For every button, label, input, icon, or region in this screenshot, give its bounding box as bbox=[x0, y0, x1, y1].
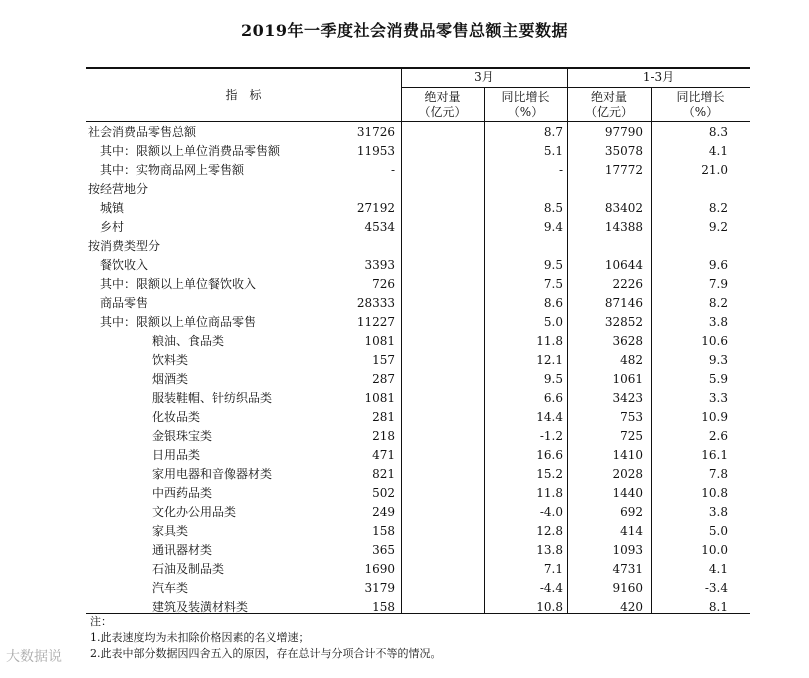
cell-m-abs: 287 bbox=[372, 372, 395, 386]
row-label: 汽车类 bbox=[152, 581, 189, 595]
cell-m-yoy: 8.5 bbox=[543, 201, 563, 215]
cell-q-yoy: 10.8 bbox=[701, 486, 728, 500]
table-top-rule bbox=[86, 67, 750, 69]
cell-m-yoy: 8.6 bbox=[543, 296, 563, 310]
cell-q-yoy: 9.2 bbox=[708, 220, 728, 234]
cell-m-yoy: 11.8 bbox=[536, 334, 563, 348]
header-march-yoy: 同比增长 （%） bbox=[501, 90, 550, 119]
row-label: 文化办公用品类 bbox=[152, 505, 237, 519]
cell-q-abs: 4731 bbox=[612, 562, 643, 576]
cell-m-abs: 31726 bbox=[356, 125, 395, 139]
cell-m-abs: 1081 bbox=[364, 391, 395, 405]
row-label: 按经营地分 bbox=[88, 182, 149, 196]
cell-q-yoy: 5.0 bbox=[708, 524, 728, 538]
cell-m-abs: 502 bbox=[372, 486, 395, 500]
cell-m-abs: 158 bbox=[372, 524, 395, 538]
row-label: 服装鞋帽、针纺织品类 bbox=[152, 391, 273, 405]
row-label: 按消费类型分 bbox=[88, 239, 161, 253]
cell-q-abs: 97790 bbox=[604, 125, 643, 139]
row-label: 家用电器和音像器材类 bbox=[152, 467, 273, 481]
cell-q-yoy: 2.6 bbox=[708, 429, 728, 443]
cell-q-abs: 482 bbox=[620, 353, 643, 367]
cell-q-abs: 2226 bbox=[612, 277, 643, 291]
cell-q-yoy: 5.9 bbox=[708, 372, 728, 386]
watermark-logo: 大数据说 bbox=[6, 649, 62, 665]
cell-m-yoy: 7.1 bbox=[543, 562, 563, 576]
row-label: 乡村 bbox=[100, 220, 125, 234]
cell-q-abs: 14388 bbox=[604, 220, 643, 234]
page-title: 2019年一季度社会消费品零售总额主要数据 bbox=[240, 21, 569, 40]
cell-q-abs: 725 bbox=[620, 429, 643, 443]
cell-q-abs: 87146 bbox=[604, 296, 643, 310]
cell-q-yoy: 8.3 bbox=[708, 125, 728, 139]
cell-m-abs: 3393 bbox=[364, 258, 395, 272]
cell-m-abs: 28333 bbox=[356, 296, 395, 310]
cell-m-yoy: 9.4 bbox=[543, 220, 563, 234]
cell-m-abs: - bbox=[390, 163, 395, 177]
cell-q-abs: 32852 bbox=[604, 315, 643, 329]
row-label: 其中：实物商品网上零售额 bbox=[100, 163, 245, 177]
cell-q-yoy: 21.0 bbox=[701, 163, 728, 177]
group-header-march: 3月 bbox=[474, 70, 494, 84]
header-march-abs: 绝对量 （亿元） bbox=[418, 90, 467, 119]
cell-m-abs: 249 bbox=[372, 505, 395, 519]
cell-m-abs: 1690 bbox=[364, 562, 395, 576]
cell-m-yoy: 8.7 bbox=[543, 125, 563, 139]
cell-m-yoy: 16.6 bbox=[536, 448, 563, 462]
row-label: 通讯器材类 bbox=[152, 543, 213, 557]
cell-q-abs: 10644 bbox=[604, 258, 643, 272]
cell-m-abs: 3179 bbox=[364, 581, 395, 595]
cell-q-abs: 17772 bbox=[604, 163, 643, 177]
cell-q-yoy: 8.2 bbox=[708, 296, 728, 310]
cell-m-yoy: 9.5 bbox=[543, 372, 563, 386]
row-label: 石油及制品类 bbox=[152, 562, 225, 576]
row-label: 其中：限额以上单位消费品零售额 bbox=[100, 144, 281, 158]
row-label: 烟酒类 bbox=[152, 372, 189, 386]
cell-q-yoy: 8.1 bbox=[708, 600, 728, 614]
cell-m-yoy: -4.4 bbox=[539, 581, 563, 595]
note-2: 2.此表中部分数据因四舍五入的原因，存在总计与分项合计不等的情况。 bbox=[90, 647, 442, 660]
row-label: 家具类 bbox=[152, 524, 189, 538]
row-label: 金银珠宝类 bbox=[152, 429, 213, 443]
row-label: 化妆品类 bbox=[152, 410, 201, 424]
cell-q-abs: 1440 bbox=[612, 486, 643, 500]
cell-m-yoy: 14.4 bbox=[536, 410, 563, 424]
cell-m-yoy: 13.8 bbox=[536, 543, 563, 557]
cell-q-yoy: 10.0 bbox=[701, 543, 728, 557]
cell-m-abs: 158 bbox=[372, 600, 395, 614]
cell-m-yoy: 15.2 bbox=[536, 467, 563, 481]
row-label: 餐饮收入 bbox=[100, 258, 149, 272]
row-label: 社会消费品零售总额 bbox=[88, 125, 197, 139]
cell-q-yoy: 7.8 bbox=[708, 467, 728, 481]
cell-q-yoy: -3.4 bbox=[704, 581, 728, 595]
cell-m-yoy: 10.8 bbox=[536, 600, 563, 614]
cell-q-yoy: 3.8 bbox=[708, 315, 728, 329]
cell-m-yoy: 9.5 bbox=[543, 258, 563, 272]
row-label: 饮料类 bbox=[152, 353, 189, 367]
cell-q-yoy: 8.2 bbox=[708, 201, 728, 215]
cell-m-abs: 157 bbox=[372, 353, 395, 367]
row-label: 建筑及装潢材料类 bbox=[152, 600, 249, 614]
cell-m-yoy: 5.0 bbox=[543, 315, 563, 329]
cell-m-abs: 11227 bbox=[356, 315, 395, 329]
cell-m-abs: 11953 bbox=[356, 144, 395, 158]
row-label: 日用品类 bbox=[152, 448, 201, 462]
row-label: 其中：限额以上单位商品零售 bbox=[100, 315, 257, 329]
cell-q-yoy: 9.6 bbox=[708, 258, 728, 272]
row-label: 商品零售 bbox=[100, 296, 149, 310]
cell-q-yoy: 16.1 bbox=[701, 448, 728, 462]
cell-q-abs: 1410 bbox=[612, 448, 643, 462]
indicator-header: 指 标 bbox=[225, 88, 262, 102]
cell-m-abs: 4534 bbox=[364, 220, 395, 234]
cell-m-abs: 218 bbox=[372, 429, 395, 443]
cell-m-yoy: -1.2 bbox=[539, 429, 563, 443]
cell-m-abs: 365 bbox=[372, 543, 395, 557]
cell-q-yoy: 3.3 bbox=[708, 391, 728, 405]
cell-q-abs: 414 bbox=[620, 524, 643, 538]
cell-m-abs: 726 bbox=[372, 277, 395, 291]
cell-m-yoy: 5.1 bbox=[543, 144, 563, 158]
cell-q-yoy: 4.1 bbox=[708, 562, 728, 576]
cell-m-yoy: 12.1 bbox=[536, 353, 563, 367]
cell-q-abs: 2028 bbox=[612, 467, 643, 481]
cell-m-abs: 1081 bbox=[364, 334, 395, 348]
cell-q-abs: 1093 bbox=[612, 543, 643, 557]
cell-m-yoy: 6.6 bbox=[543, 391, 563, 405]
cell-m-abs: 281 bbox=[372, 410, 395, 424]
cell-m-yoy: - bbox=[558, 163, 563, 177]
row-label: 其中：限额以上单位餐饮收入 bbox=[100, 277, 257, 291]
cell-m-abs: 27192 bbox=[356, 201, 395, 215]
notes bbox=[90, 614, 442, 662]
cell-q-abs: 9160 bbox=[612, 581, 643, 595]
group-subheader-rule bbox=[401, 87, 750, 88]
row-label: 中西药品类 bbox=[152, 486, 213, 500]
cell-q-yoy: 3.8 bbox=[708, 505, 728, 519]
cell-q-yoy: 9.3 bbox=[708, 353, 728, 367]
cell-m-abs: 471 bbox=[372, 448, 395, 462]
header-q1-yoy: 同比增长 （%） bbox=[676, 90, 725, 119]
cell-q-abs: 83402 bbox=[604, 201, 643, 215]
cell-q-yoy: 10.6 bbox=[701, 334, 728, 348]
cell-q-yoy: 4.1 bbox=[708, 144, 728, 158]
note-1: 1.此表速度均为未扣除价格因素的名义增速； bbox=[90, 631, 310, 644]
cell-q-yoy: 7.9 bbox=[708, 277, 728, 291]
header-q1-abs: 绝对量 （亿元） bbox=[584, 90, 633, 119]
cell-q-abs: 3628 bbox=[612, 334, 643, 348]
notes-heading: 注： bbox=[90, 615, 112, 628]
row-label: 城镇 bbox=[100, 201, 125, 215]
row-label: 粮油、食品类 bbox=[152, 334, 225, 348]
cell-q-abs: 1061 bbox=[612, 372, 643, 386]
cell-m-abs: 821 bbox=[372, 467, 395, 481]
cell-q-abs: 753 bbox=[620, 410, 643, 424]
cell-m-yoy: 7.5 bbox=[543, 277, 563, 291]
cell-m-yoy: -4.0 bbox=[539, 505, 563, 519]
cell-q-abs: 692 bbox=[620, 505, 643, 519]
cell-q-abs: 35078 bbox=[604, 144, 643, 158]
cell-m-yoy: 12.8 bbox=[536, 524, 563, 538]
cell-q-abs: 420 bbox=[620, 600, 643, 614]
cell-q-yoy: 10.9 bbox=[701, 410, 728, 424]
group-divider-left bbox=[401, 68, 402, 613]
cell-m-yoy: 11.8 bbox=[536, 486, 563, 500]
cell-q-abs: 3423 bbox=[612, 391, 643, 405]
group-header-q1: 1-3月 bbox=[642, 70, 675, 84]
